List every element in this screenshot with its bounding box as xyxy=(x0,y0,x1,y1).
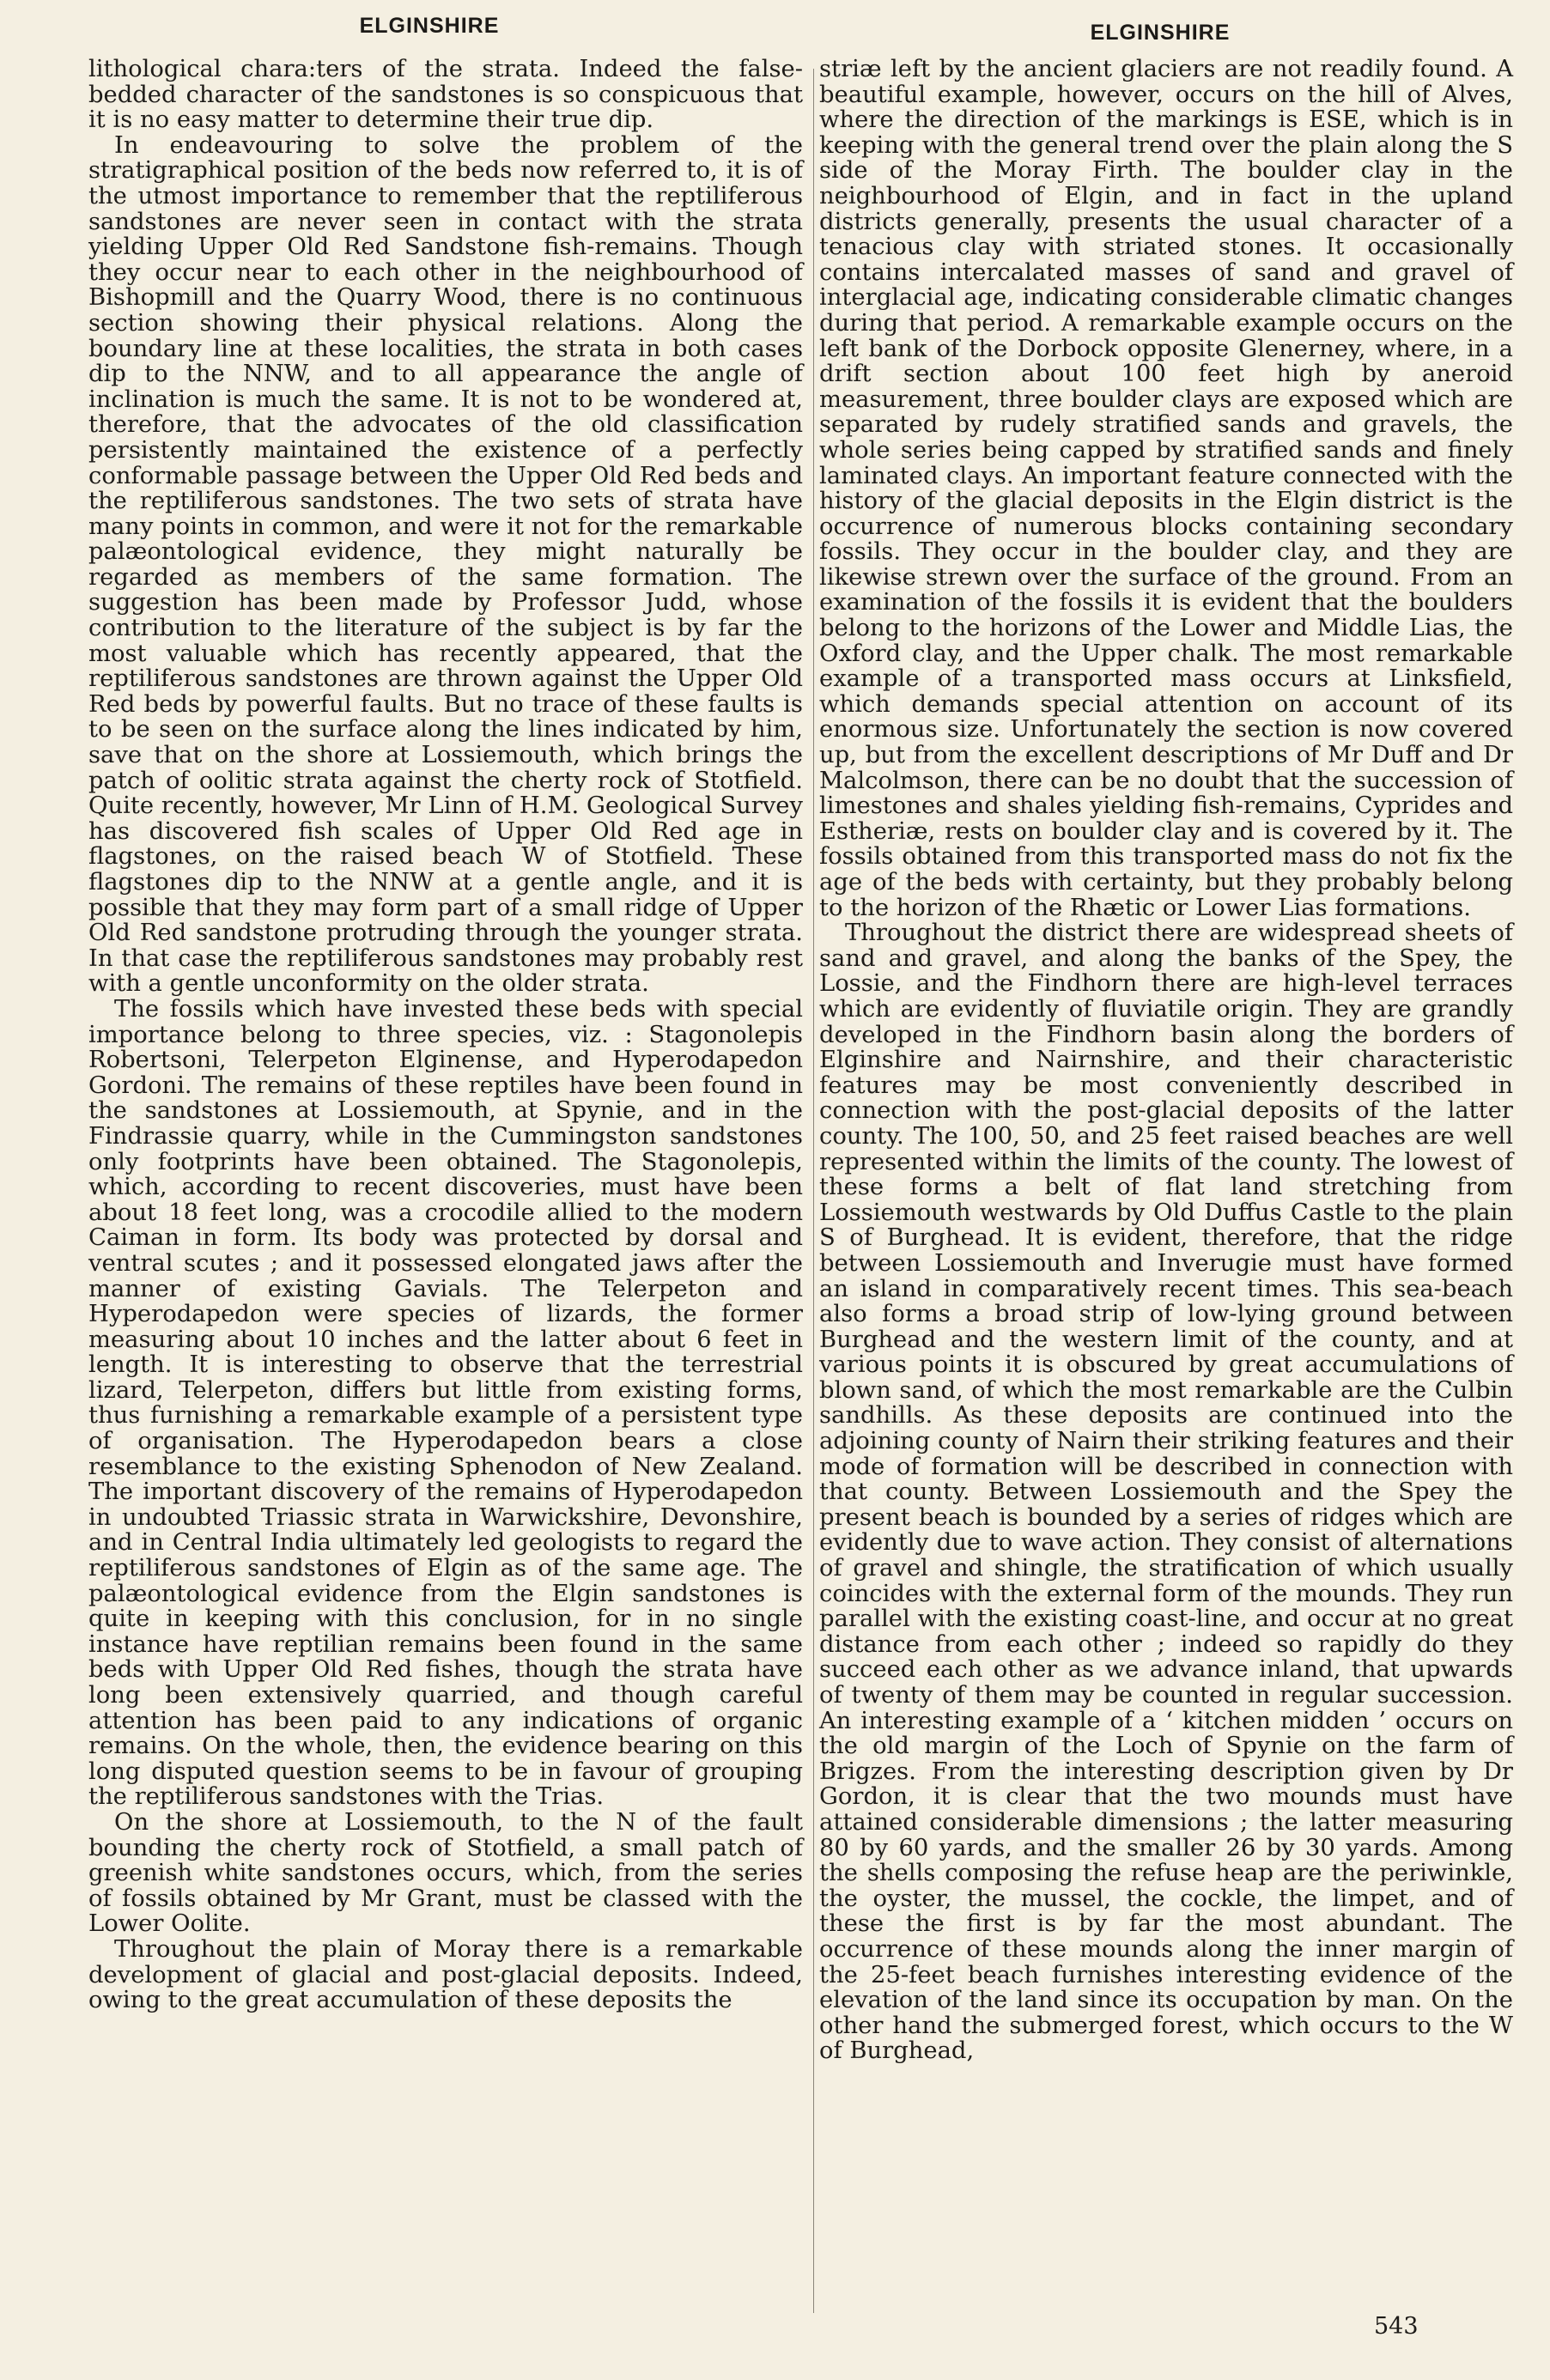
left-paragraph-4: On the shore at Lossiemouth, to the N of the fault bounding the cherty rock of Stotfield, a small patch of greenish white sandstones occurs, which, from the series of fossils obtained by Mr Grant, must be classed with the Lower Oolite. xyxy=(88,1808,803,1938)
running-head-left: ELGINSHIRE xyxy=(359,14,500,38)
column-divider xyxy=(813,69,814,2313)
page-number: 543 xyxy=(1374,2313,1419,2340)
left-paragraph-2: In endeavouring to solve the problem of the stratigraphical position of the beds now referred to, it is of the utmost importance to remember that the reptiliferous sandstones are never seen in contact with the strata yielding Upper Old Red Sandstone fish-remains. Though they occur near to each other in the neighbourhood of Bishopmill and the Quarry Wood, there is no continuous section showing their physical relations. Along the boundary line at these localities, the strata in both cases dip to the NNW, and to all appearance the angle of inclination is much the same. It is not to be wondered at, therefore, that the advocates of the old classification persistently maintained the existence of a perfectly conformable passage between the Upper Old Red beds and the reptiliferous sandstones. The two sets of strata have many points in common, and were it not for the remarkable palæontological evidence, they might naturally be regarded as members of the same formation. The suggestion has been made by Professor Judd, whose contribution to the literature of the subject is by far the most valuable which has recently appeared, that the reptiliferous sandstones are thrown against the Upper Old Red beds by powerful faults. But no trace of these faults is to be seen on the surface along the lines indicated by him, save that on the shore at Lossiemouth, which brings the patch of oolitic strata against the cherty rock of Stotfield. Quite recently, however, Mr Linn of H.M. Geological Survey has discovered fish scales of Upper Old Red age in flagstones, on the raised beach W of Stotfield. These flagstones dip to the NNW at a gentle angle, and it is possible that they may form part of a small ridge of Upper Old Red sandstone protruding through the younger strata. In that case the reptiliferous sandstones may probably rest with a gentle unconformity on the older strata. xyxy=(88,131,803,998)
left-column xyxy=(88,57,803,2013)
right-paragraph-2: Throughout the district there are widespread sheets of sand and gravel, and along the banks of the Spey, the Lossie, and the Findhorn there are high-level terraces which are evidently of fluviatile origin. They are grandly developed in the Findhorn basin along the borders of Elginshire and Nairnshire, and their characteristic features may be most conveniently described in connection with the post-glacial deposits of the latter county. The 100, 50, and 25 feet raised beaches are well represented within the limits of the county. The lowest of these forms a belt of flat land stretching from Lossiemouth westwards by Old Duffus Castle to the plain S of Burghead. It is evident, therefore, that the ridge between Lossiemouth and Inverugie must have formed an island in comparatively recent times. This sea-beach also forms a broad strip of low-lying ground between Burghead and the western limit of the county, and at various points it is obscured by great accumulations of blown sand, of which the most remarkable are the Culbin sandhills. As these deposits are continued into the adjoining county of Nairn their striking features and their mode of formation will be described in connection with that county. Between Lossiemouth and the Spey the present beach is bounded by a series of ridges which are evidently due to wave action. They consist of alternations of gravel and shingle, the stratification of which usually coincides with the external form of the mounds. They run parallel with the existing coast-line, and occur at no great distance from each other ; indeed so rapidly do they succeed each other as we advance inland, that upwards of twenty of them may be counted in regular succession. An interesting example of a ‘ kitchen midden ’ occurs on the old margin of the Loch of Spynie on the farm of Brigzes. From the interesting description given by Dr Gordon, it is clear that the two mounds must have attained considerable dimensions ; the latter measuring 80 by 60 yards, and the smaller 26 by 30 yards. Among the shells composing the refuse heap are the periwinkle, the oyster, the mussel, the cockle, the limpet, and of these the first is by far the most abundant. The occurrence of these mounds along the inner margin of the 25-feet beach furnishes interesting evidence of the elevation of the land since its occupation by man. On the other hand the submerged forest, which occurs to the W of Burghead, xyxy=(819,920,1513,2065)
left-paragraph-5: Throughout the plain of Moray there is a remarkable development of glacial and post-glacial deposits. Indeed, owing to the great accumulation of these deposits the xyxy=(88,1935,803,2014)
running-head-right: ELGINSHIRE xyxy=(1090,21,1231,45)
left-paragraph-1: lithological chara:ters of the strata. Indeed the false-bedded character of the sandstones is so conspicuous that it is no easy matter to determine their true dip. xyxy=(88,56,803,134)
right-column xyxy=(819,57,1513,2064)
right-paragraph-1: striæ left by the ancient glaciers are not readily found. A beautiful example, however, occurs on the hill of Alves, where the direction of the markings is ESE, which is in keeping with the general trend over the plain along the S side of the Moray Firth. The boulder clay in the neighbourhood of Elgin, and in fact in the upland districts generally, presents the usual character of a tenacious clay with striated stones. It occasionally contains intercalated masses of sand and gravel of interglacial age, indicating considerable climatic changes during that period. A remarkable example occurs on the left bank of the Dorbock opposite Glenerney, where, in a drift section about 100 feet high by aneroid measurement, three boulder clays are exposed which are separated by rudely stratified sands and gravels, the whole series being capped by stratified sands and finely laminated clays. An important feature connected with the history of the glacial deposits in the Elgin district is the occurrence of numerous blocks containing secondary fossils. They occur in the boulder clay, and they are likewise strewn over the surface of the ground. From an examination of the fossils it is evident that the boulders belong to the horizons of the Lower and Middle Lias, the Oxford clay, and the Upper chalk. The most remarkable example of a transported mass occurs at Linksfield, which demands special attention on account of its enormous size. Unfortunately the section is now covered up, but from the excellent descriptions of Mr Duff and Dr Malcolmson, there can be no doubt that the succession of limestones and shales yielding fish-remains, Cyprides and Estheriæ, rests on boulder clay and is covered by it. The fossils obtained from this transported mass do not fix the age of the beds with certainty, but they probably belong to the horizon of the Rhætic or Lower Lias formations. xyxy=(819,56,1513,921)
left-paragraph-3: The fossils which have invested these beds with special importance belong to three species, viz. : Stagonolepis Robertsoni, Telerpeton Elginense, and Hyperodapedon Gordoni. The remains of these reptiles have been found in the sandstones at Lossiemouth, at Spynie, and in the Findrassie quarry, while in the Cummingston sandstones only footprints have been obtained. The Stagonolepis, which, according to recent discoveries, must have been about 18 feet long, was a crocodile allied to the modern Caiman in form. Its body was protected by dorsal and ventral scutes ; and it possessed elongated jaws after the manner of existing Gavials. The Telerpeton and Hyperodapedon were species of lizards, the former measuring about 10 inches and the latter about 6 feet in length. It is interesting to observe that the terrestrial lizard, Telerpeton, differs but little from existing forms, thus furnishing a remarkable example of a persistent type of organisation. The Hyperodapedon bears a close resemblance to the existing Sphenodon of New Zealand. The important discovery of the remains of Hyperodapedon in undoubted Triassic strata in Warwickshire, Devonshire, and in Central India ultimately led geologists to regard the reptiliferous sandstones of Elgin as of the same age. The palæontological evidence from the Elgin sandstones is quite in keeping with this conclusion, for in no single instance have reptilian remains been found in the same beds with Upper Old Red fishes, though the strata have long been extensively quarried, and though careful attention has been paid to any indications of organic remains. On the whole, then, the evidence bearing on this long disputed question seems to be in favour of grouping the reptiliferous sandstones with the Trias. xyxy=(88,995,803,1811)
